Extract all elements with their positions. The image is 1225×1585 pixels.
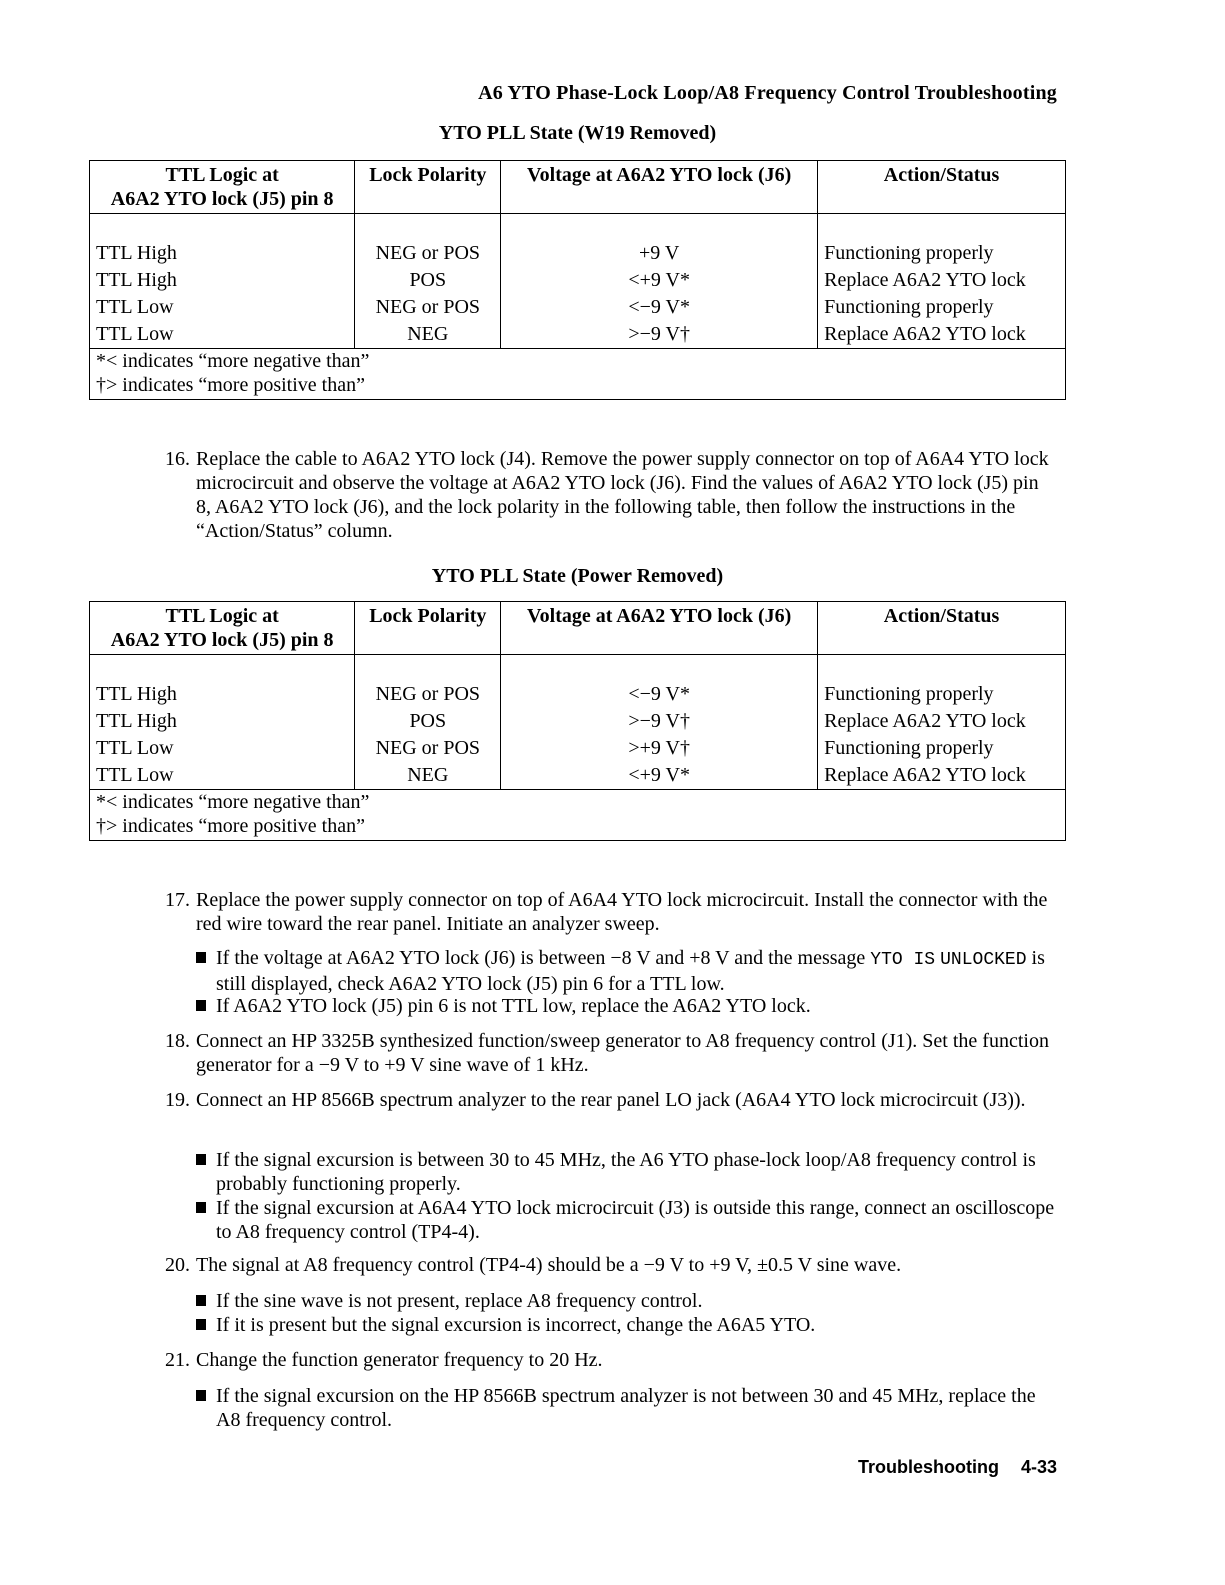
footnote: *< indicates “more negative than” <box>96 791 370 813</box>
table-cell: Functioning properly <box>818 681 1066 708</box>
footer-section: Troubleshooting <box>857 1457 999 1477</box>
step-17 <box>156 888 1056 936</box>
step-text: Connect an HP 8566B spectrum analyzer to the rear panel LO jack (A6A4 YTO lock microcircuit (J3)). <box>196 1089 1026 1111</box>
table-cell: NEG or POS <box>355 240 501 267</box>
square-bullet-icon <box>196 1390 206 1401</box>
square-bullet-icon <box>196 1319 206 1330</box>
step-20-bullet-1 <box>196 1289 1056 1313</box>
table-cell: <−9 V* <box>501 681 818 708</box>
table-cell: Replace A6A2 YTO lock <box>818 321 1066 349</box>
table-cell: POS <box>355 708 501 735</box>
step-text: Change the function generator frequency to 20 Hz. <box>196 1349 603 1371</box>
square-bullet-icon <box>196 1202 206 1213</box>
step-number: 21. <box>165 1349 190 1371</box>
table-cell: NEG <box>355 321 501 349</box>
bullet-text: If the sine wave is not present, replace A8 frequency control. <box>216 1290 703 1312</box>
display-message: YTO IS <box>870 950 936 970</box>
table2-header-lock-polarity: Lock Polarity <box>355 602 501 655</box>
step-16 <box>156 447 1056 543</box>
table2-caption: YTO PLL State (Power Removed) <box>431 565 724 587</box>
table-cell: TTL High <box>90 708 355 735</box>
table-row <box>90 321 1066 349</box>
table-cell: Replace A6A2 YTO lock <box>818 267 1066 294</box>
table-cell: <+9 V* <box>501 762 818 790</box>
table-cell: >+9 V† <box>501 735 818 762</box>
step-number: 16. <box>165 448 190 470</box>
step-number: 20. <box>165 1254 190 1276</box>
table-cell: Functioning properly <box>818 240 1066 267</box>
table-cell: TTL Low <box>90 321 355 349</box>
bullet-text: is still displayed, check A6A2 YTO lock (J5) pin 6 for a TTL low. <box>216 947 1045 995</box>
bullet-text: If it is present but the signal excursion is incorrect, change the A6A5 YTO. <box>216 1314 816 1336</box>
table2-header-row <box>90 602 1066 655</box>
table2-header-action: Action/Status <box>818 602 1066 655</box>
table-cell: POS <box>355 267 501 294</box>
table-row <box>90 681 1066 708</box>
table-row <box>90 708 1066 735</box>
step-20-bullet-2 <box>196 1313 1056 1337</box>
page-number: 4-33 <box>1020 1457 1057 1477</box>
step-text: The signal at A8 frequency control (TP4-4) should be a −9 V to +9 V, ±0.5 V sine wave. <box>196 1254 902 1276</box>
table-cell: TTL Low <box>90 735 355 762</box>
table2-spacer-row <box>90 655 1066 682</box>
table2-footnotes <box>90 790 1066 841</box>
display-message: UNLOCKED <box>940 950 1027 970</box>
table1-footnotes <box>90 349 1066 400</box>
step-text: Connect an HP 3325B synthesized function/sweep generator to A8 frequency control (J1). Set the function generator for a −9 V to +9 V sine wave of 1 kHz. <box>196 1030 1049 1076</box>
table-cell: NEG or POS <box>355 681 501 708</box>
step-text: Replace the cable to A6A2 YTO lock (J4). Remove the power supply connector on top of A6A4 YTO lock microcircuit and observe the voltage at A6A2 YTO lock (J6). Find the values of A6A2 YTO lock (J5) pin 8, A6A2 YTO lock (J6), and the lock polarity in the following table, then follow the instructions in the “Action/Status” column. <box>196 448 1049 542</box>
table-cell: NEG or POS <box>355 735 501 762</box>
table-cell: >−9 V† <box>501 321 818 349</box>
bullet-text: If A6A2 YTO lock (J5) pin 6 is not TTL low, replace the A6A2 YTO lock. <box>216 995 811 1017</box>
step-19-bullet-2 <box>196 1196 1056 1244</box>
page-header: A6 YTO Phase-Lock Loop/A8 Frequency Control Troubleshooting <box>478 82 1057 104</box>
table-cell: TTL Low <box>90 762 355 790</box>
table2 <box>89 601 1066 841</box>
bullet-text: If the signal excursion is between 30 to 45 MHz, the A6 YTO phase-lock loop/A8 frequency control is probably functioning properly. <box>216 1149 1036 1195</box>
step-number: 18. <box>165 1030 190 1052</box>
table-cell: TTL High <box>90 681 355 708</box>
footnote: †> indicates “more positive than” <box>96 815 365 837</box>
table-row <box>90 762 1066 790</box>
step-21 <box>156 1348 1056 1372</box>
table1 <box>89 160 1066 400</box>
page-footer <box>858 1457 1057 1478</box>
step-18 <box>156 1029 1056 1077</box>
bullet-text: If the signal excursion on the HP 8566B spectrum analyzer is not between 30 and 45 MHz, replace the A8 frequency control. <box>216 1385 1036 1431</box>
step-19 <box>156 1088 1056 1112</box>
table1-caption: YTO PLL State (W19 Removed) <box>438 122 717 144</box>
bullet-text: If the voltage at A6A2 YTO lock (J6) is between −8 V and +8 V and the message <box>216 947 866 969</box>
step-17-bullet-2 <box>196 994 1056 1018</box>
table-cell: <+9 V* <box>501 267 818 294</box>
square-bullet-icon <box>196 1295 206 1306</box>
table1-header-lock-polarity: Lock Polarity <box>355 161 501 214</box>
square-bullet-icon <box>196 1000 206 1011</box>
square-bullet-icon <box>196 952 206 963</box>
table2-notes-row <box>90 790 1066 841</box>
table2-header-voltage: Voltage at A6A2 YTO lock (J6) <box>501 602 818 655</box>
square-bullet-icon <box>196 1154 206 1165</box>
table-cell: Functioning properly <box>818 294 1066 321</box>
step-number: 19. <box>165 1089 190 1111</box>
table-cell: +9 V <box>501 240 818 267</box>
table-cell: Replace A6A2 YTO lock <box>818 762 1066 790</box>
step-text: Replace the power supply connector on top of A6A4 YTO lock microcircuit. Install the connector with the red wire toward the rear panel. Initiate an analyzer sweep. <box>196 889 1048 935</box>
step-17-bullet-1 <box>196 946 1056 996</box>
table-cell: <−9 V* <box>501 294 818 321</box>
footnote: *< indicates “more negative than” <box>96 350 370 372</box>
bullet-text: If the signal excursion at A6A4 YTO lock microcircuit (J3) is outside this range, connect an oscilloscope to A8 frequency control (TP4-4). <box>216 1197 1055 1243</box>
table-cell: NEG <box>355 762 501 790</box>
step-number: 17. <box>165 889 190 911</box>
table-row <box>90 294 1066 321</box>
table-cell: TTL High <box>90 267 355 294</box>
footnote: †> indicates “more positive than” <box>96 374 365 396</box>
table2-header-ttl-logic: TTL Logic at A6A2 YTO lock (J5) pin 8 <box>90 602 355 655</box>
table-cell: TTL Low <box>90 294 355 321</box>
table1-spacer-row <box>90 214 1066 241</box>
table-cell: TTL High <box>90 240 355 267</box>
table-row <box>90 267 1066 294</box>
table1-header-row <box>90 161 1066 214</box>
table-cell: Replace A6A2 YTO lock <box>818 708 1066 735</box>
step-20 <box>156 1253 1056 1277</box>
table-cell: >−9 V† <box>501 708 818 735</box>
table1-header-action: Action/Status <box>818 161 1066 214</box>
step-21-bullet-1 <box>196 1384 1056 1432</box>
table-cell: Functioning properly <box>818 735 1066 762</box>
table1-notes-row <box>90 349 1066 400</box>
table-row <box>90 735 1066 762</box>
table1-header-ttl-logic: TTL Logic at A6A2 YTO lock (J5) pin 8 <box>90 161 355 214</box>
table1-header-voltage: Voltage at A6A2 YTO lock (J6) <box>501 161 818 214</box>
table-row <box>90 240 1066 267</box>
step-19-bullet-1 <box>196 1148 1056 1196</box>
table-cell: NEG or POS <box>355 294 501 321</box>
